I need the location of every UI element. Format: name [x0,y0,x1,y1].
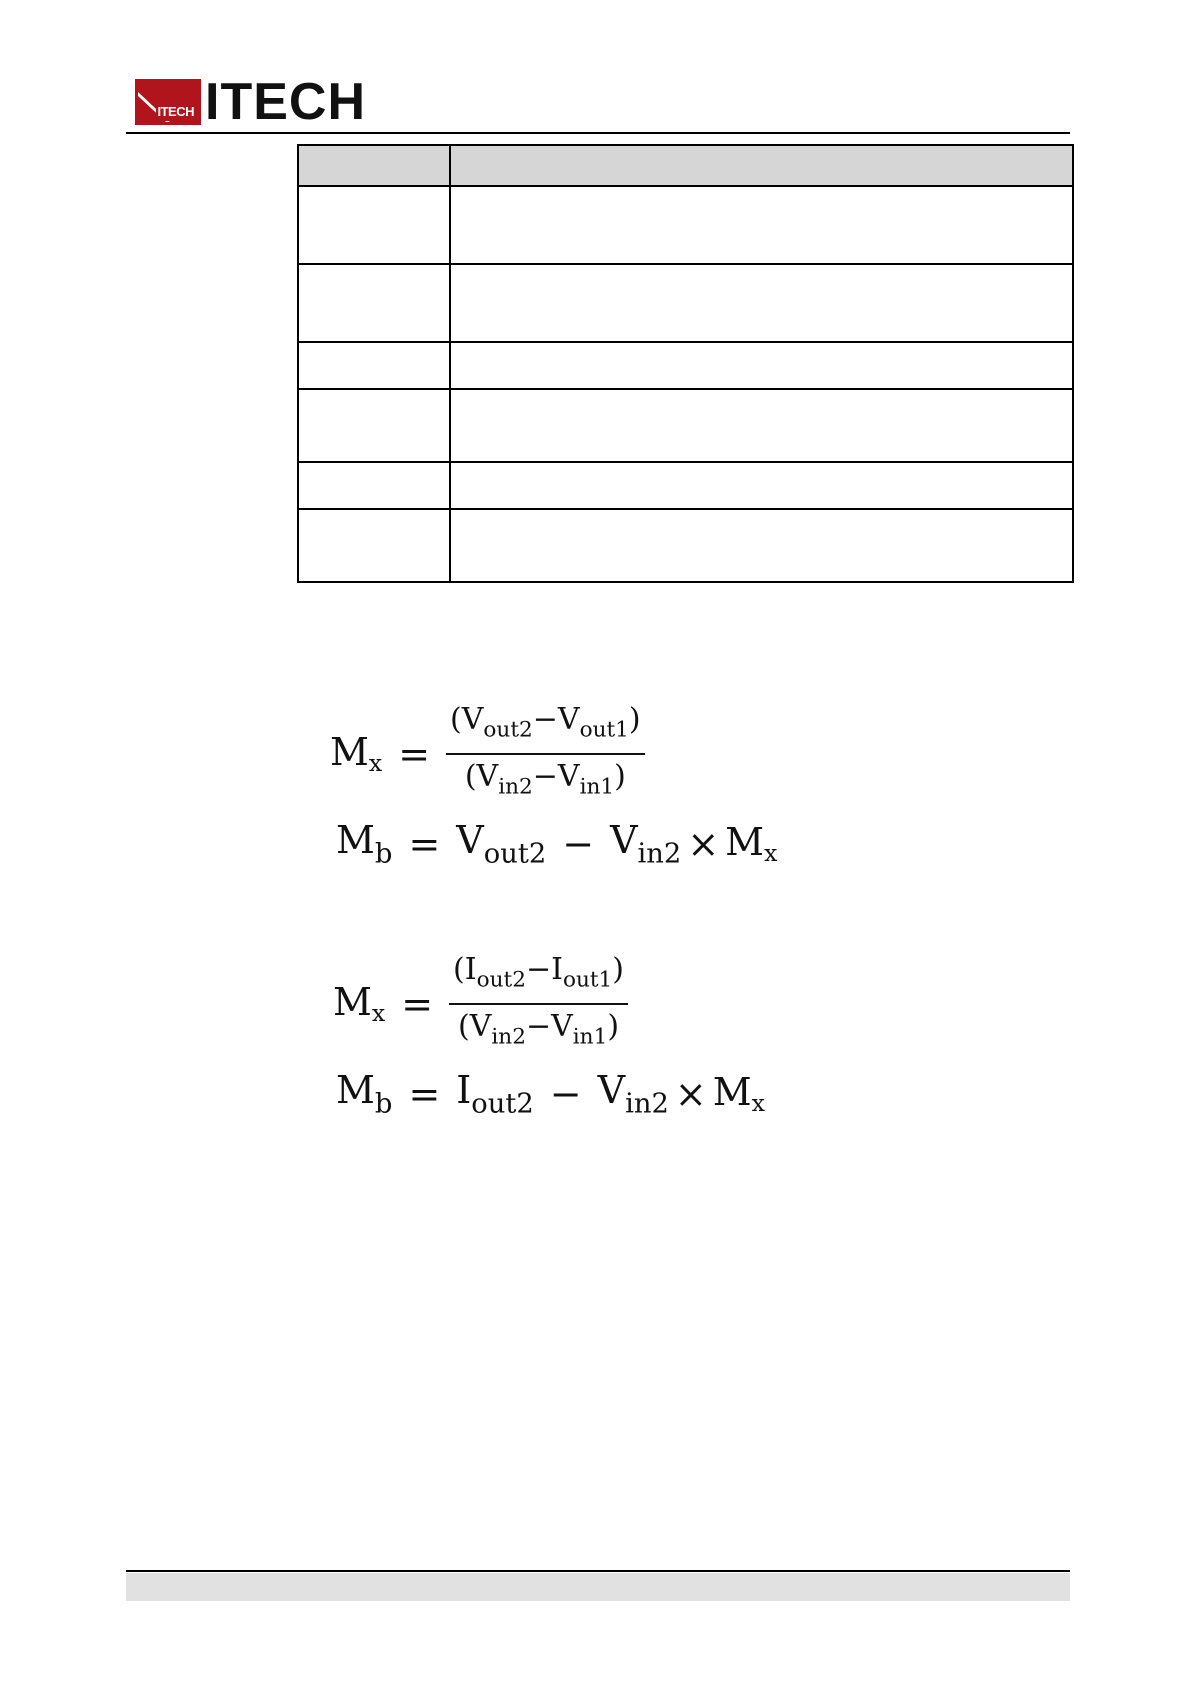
voltage-mb-formula [336,818,777,870]
mx-lhs: Mx [333,980,386,1027]
table-cell [450,186,1073,264]
minus-sign: − [562,821,595,866]
table-cell [298,342,450,389]
table-row [298,264,1073,342]
mb-term-1: $I_{out2}$ [456,1068,534,1120]
footer-rule [126,1570,1070,1572]
times-sign: × [674,1071,707,1116]
fraction-numerator: $(V_{out2}-V_{out1})$ [446,700,645,755]
table-cell [450,462,1073,509]
table-cell [298,462,450,509]
table-cell [450,509,1073,582]
mx-lhs: Mx [330,730,383,777]
mb-term-1: $V_{out2}$ [456,818,547,870]
mb-lhs: $M_b$ [336,818,393,870]
minus-sign: − [549,1071,582,1116]
table-cell [450,342,1073,389]
fraction-denominator: $(V_{in2}-V_{in1})$ [458,1008,620,1050]
fraction [446,700,645,807]
equals-sign: = [398,731,431,776]
equals-sign: = [408,1071,441,1116]
footer-bar [126,1573,1070,1601]
table-row [298,509,1073,582]
itech-logo [135,73,366,131]
current-mb-formula [336,1068,765,1120]
mb-term-3: Mx [725,820,778,868]
fraction [449,950,628,1057]
logo-wordmark: ITECH [205,73,366,131]
fraction-numerator: $(I_{out2}-I_{out1})$ [449,950,628,1005]
table-header-cell [298,145,450,186]
logo-mark-text: ITECH [157,104,194,119]
table-row [298,462,1073,509]
header-rule [126,132,1070,134]
itech-logo-mark [135,79,201,125]
table-cell [298,264,450,342]
current-mx-formula [333,950,628,1057]
table-cell [298,186,450,264]
equals-sign: = [401,981,434,1026]
mb-term-2: $V_{in2}$ [610,818,682,870]
table-row [298,389,1073,462]
table-cell [298,389,450,462]
voltage-mx-formula [330,700,645,807]
mb-term-3: Mx [712,1070,765,1118]
mb-term-2: $V_{in2}$ [597,1068,669,1120]
mb-lhs: $M_b$ [336,1068,393,1120]
table-cell [450,389,1073,462]
spec-table [297,144,1074,583]
times-sign: × [687,821,720,866]
table-row [298,186,1073,264]
fraction-denominator: $(V_{in2}-V_{in1})$ [464,758,626,800]
table-cell [450,264,1073,342]
table-row [298,342,1073,389]
table-header-cell [450,145,1073,186]
table-cell [298,509,450,582]
equals-sign: = [408,821,441,866]
table-header-row [298,145,1073,186]
